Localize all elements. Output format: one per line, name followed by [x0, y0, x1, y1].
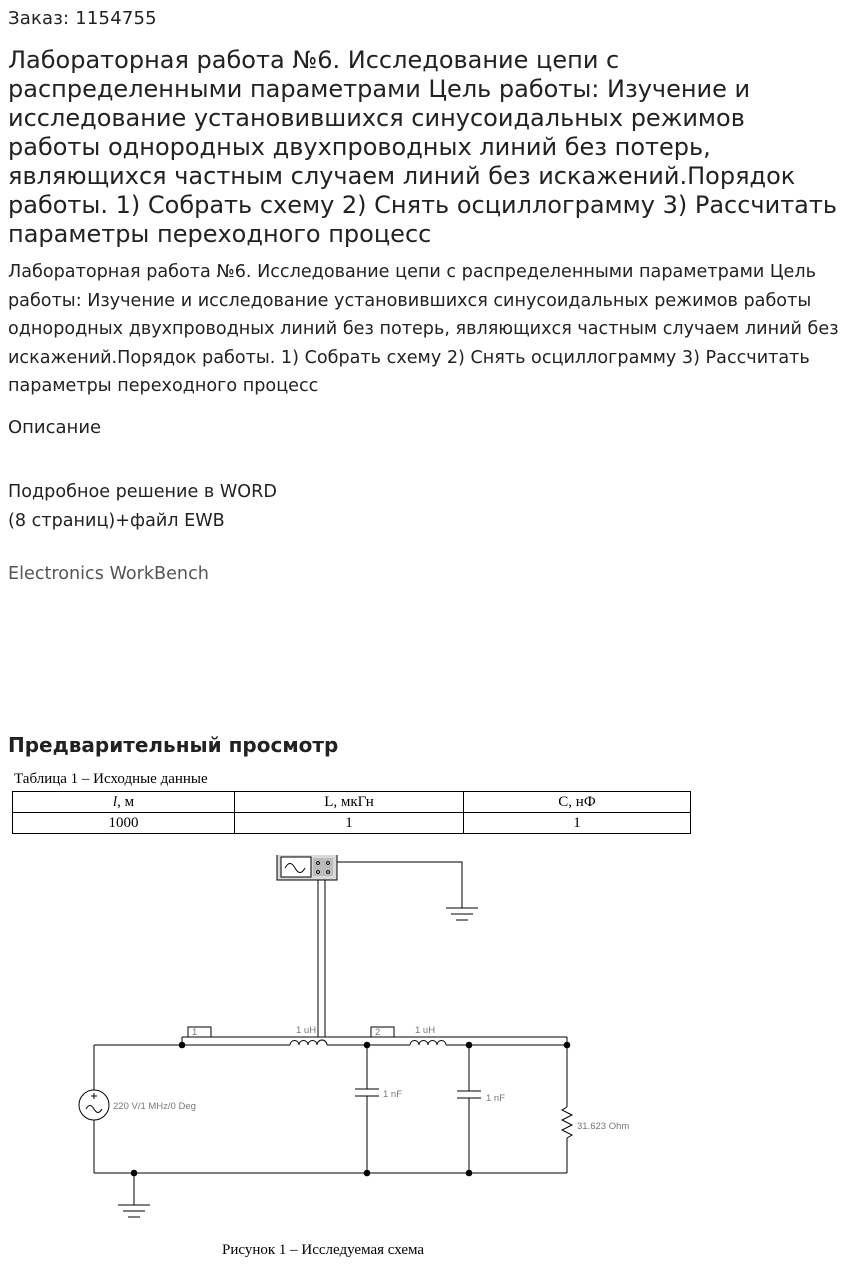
capacitor-2-label: 1 nF: [486, 1093, 506, 1104]
junction-dots: [131, 1042, 571, 1177]
inductor-1-icon: [290, 1040, 327, 1045]
table-row: [13, 813, 691, 834]
preview-document: [0, 765, 847, 1274]
inductor-2-icon: [410, 1041, 446, 1046]
key-1-label: 1: [192, 1027, 198, 1038]
key-2-label: 2: [375, 1027, 381, 1038]
work-description: Лабораторная работа №6. Исследование цепи с распределенными параметрами Цель работы: Изучение и исследование установившихся синусоидальных режимов работы однородных двухпроводных линий без потерь, являющихся частным случаем линий без искажений.Порядок работы. 1) Собрать схему 2) Снять осциллограмму 3) Рассчитать параметры переходного процесс: [8, 262, 839, 397]
inductor-1-label: 1 uH: [296, 1025, 317, 1036]
table-cell: 1: [235, 813, 464, 834]
table-header-cell: l, м: [13, 792, 235, 813]
preview-heading: Предварительный просмотр: [8, 733, 339, 757]
source-data-table: [12, 791, 691, 834]
table-header-cell: С, нФ: [464, 792, 691, 813]
solution-details: [8, 478, 277, 535]
resistor-icon: [562, 1107, 572, 1138]
capacitor-2-icon: [457, 1091, 481, 1098]
ground-symbol: [118, 1205, 150, 1217]
page-title: Лабораторная работа №6. Исследование цепи с распределенными параметрами Цель работы: Изучение и исследование установившихся синусоидальных режимов работы однородных двухпроводных линий без потерь, являющихся частным случаем линий без искажений.Порядок работы. 1) Собрать схему 2) Снять осциллограмму 3) Рассчитать параметры переходного процесс: [8, 46, 838, 248]
table-header-cell: L, мкГн: [235, 792, 464, 813]
capacitor-1-icon: [355, 1089, 379, 1096]
ac-source-icon: [79, 1090, 109, 1120]
figure-caption: Рисунок 1 – Исследуемая схема: [222, 1242, 425, 1258]
source-label: 220 V/1 MHz/0 Deg: [113, 1101, 196, 1112]
solution-detail-line-2: (8 страниц)+файл EWB: [8, 510, 225, 531]
ground-symbol: [446, 908, 478, 920]
resistor-label: 31.623 Ohm: [577, 1121, 630, 1132]
order-label: Заказ:: [8, 8, 70, 29]
table-cell: 1: [464, 813, 691, 834]
table-cell: 1000: [13, 813, 235, 834]
oscilloscope-icon: [277, 855, 337, 880]
description-section-label: Описание: [8, 417, 102, 438]
software-name: Electronics WorkBench: [8, 564, 209, 584]
inductor-2-label: 1 uH: [415, 1025, 436, 1036]
circuit-diagram: [0, 855, 847, 1235]
order-number-line: [8, 8, 157, 29]
table-header-row: [13, 792, 691, 813]
order-number: 1154755: [75, 8, 157, 29]
solution-detail-line-1: Подробное решение в WORD: [8, 482, 277, 502]
table-caption: Таблица 1 – Исходные данные: [14, 771, 208, 787]
capacitor-1-label: 1 nF: [383, 1089, 403, 1100]
